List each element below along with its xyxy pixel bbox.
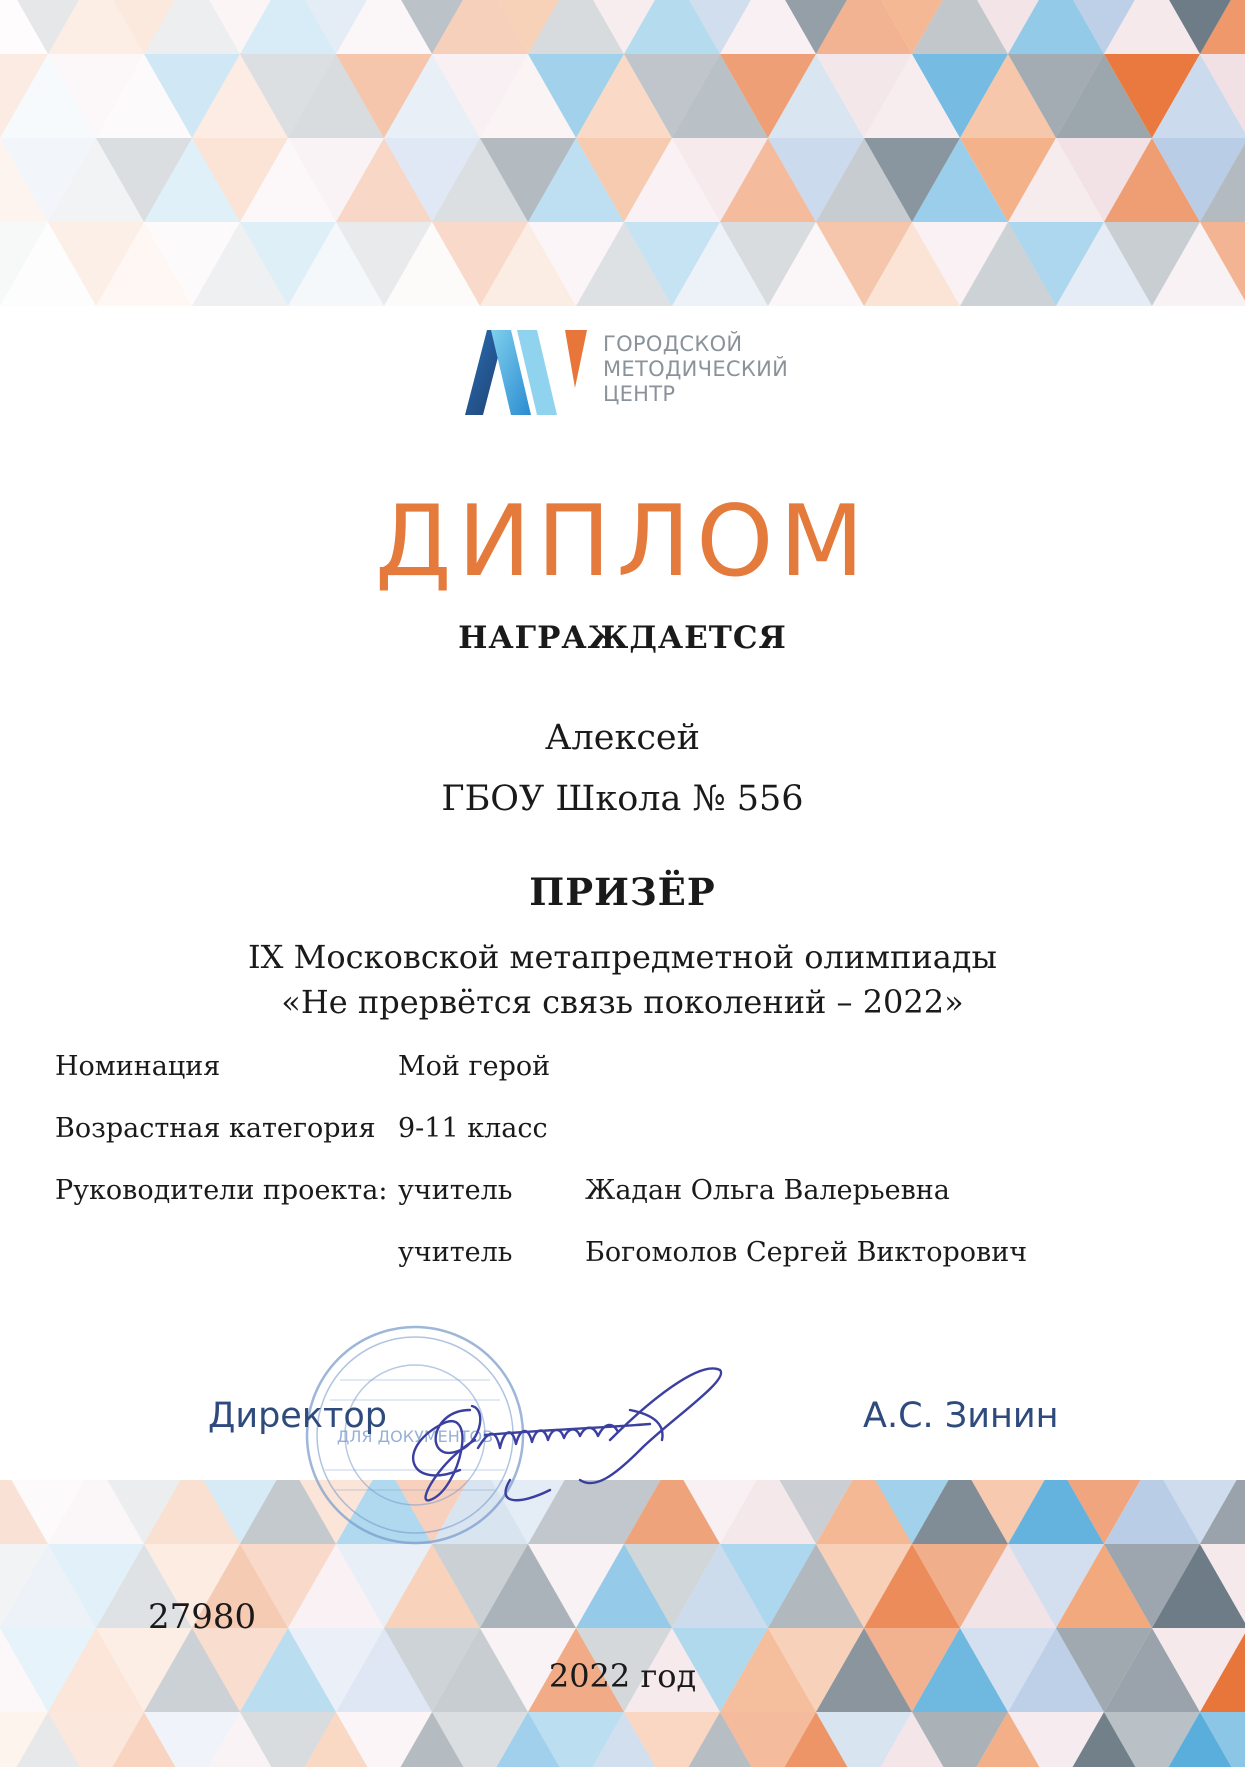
director-name: А.С. Зинин (863, 1396, 1059, 1436)
supervisor-2-name: Богомолов Сергей Викторович (585, 1237, 1028, 1268)
logo-line-1: ГОРОДСКОЙ (603, 332, 743, 356)
director-signature (400, 1340, 770, 1520)
diploma-title: ДИПЛОМ (375, 485, 870, 599)
logo-line-2: МЕТОДИЧЕСКИЙ (603, 357, 789, 381)
logo-line-3: ЦЕНТР (603, 382, 676, 406)
stamp-text: ДЛЯ ДОКУМЕНТОВ (336, 1427, 494, 1446)
award-rank: ПРИЗЁР (529, 870, 716, 914)
age-category-value: 9-11 класс (398, 1113, 548, 1144)
supervisors-label: Руководители проекта: (55, 1175, 388, 1206)
city-methodical-center-logo (465, 330, 805, 430)
logo-text (603, 332, 788, 407)
logo-mark-icon (465, 330, 590, 415)
event-line-2: «Не прервётся связь поколений – 2022» (281, 983, 964, 1021)
event-line-1: IX Московской метапредметной олимпиады (248, 938, 997, 976)
awarded-label: НАГРАЖДАЕТСЯ (458, 620, 787, 656)
nomination-label: Номинация (55, 1051, 221, 1082)
registration-number: 27980 (148, 1597, 257, 1637)
issue-year: 2022 год (548, 1657, 697, 1695)
supervisor-1-role: учитель (398, 1175, 513, 1206)
nomination-value: Мой герой (398, 1051, 551, 1082)
supervisor-1-name: Жадан Ольга Валерьевна (585, 1175, 950, 1206)
age-category-label: Возрастная категория (55, 1113, 376, 1144)
director-label: Директор (208, 1396, 387, 1436)
supervisor-2-role: учитель (398, 1237, 513, 1268)
recipient-name: Алексей (545, 718, 700, 758)
recipient-school: ГБОУ Школа № 556 (441, 779, 804, 819)
